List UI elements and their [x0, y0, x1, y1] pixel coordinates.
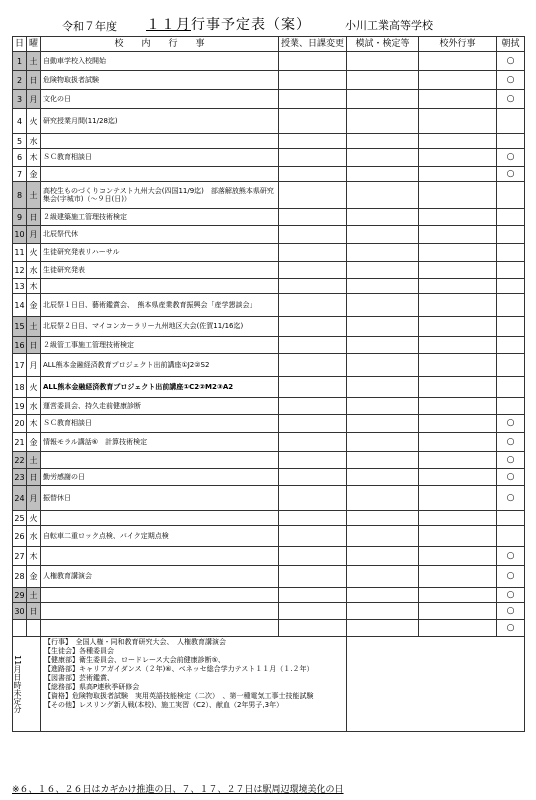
weekday-cell: 木: [27, 547, 41, 566]
tests-cell: [347, 209, 419, 226]
event-cell: [41, 167, 279, 182]
day-cell: 3: [13, 90, 27, 109]
weekday-cell: 金: [27, 433, 41, 452]
weekday-cell: 日: [27, 469, 41, 486]
tests-cell: [347, 337, 419, 354]
tests-cell: [347, 226, 419, 244]
morning-cell: [497, 226, 525, 244]
circle-mark: ○: [506, 93, 515, 104]
day-cell: [13, 620, 27, 637]
circle-mark: ○: [506, 418, 515, 428]
col-events: 校 内 行 事: [41, 37, 279, 52]
tests-cell: [347, 566, 419, 588]
table-row: [13, 566, 525, 588]
class-change-cell: [279, 398, 347, 415]
morning-cell: [497, 433, 525, 452]
event-cell: 生徒研究発表: [41, 262, 279, 279]
class-change-cell: [279, 337, 347, 354]
circle-mark: ○: [506, 471, 515, 482]
tests-cell: [347, 377, 419, 398]
morning-cell: [497, 109, 525, 134]
event-cell: 高校生ものづくりコンテスト九州大会(四国11/9迄) 部落解放熊本県研究集会(宇城市)（～９日(日)）: [41, 182, 279, 209]
external-cell: [419, 317, 497, 337]
table-row: [13, 109, 525, 134]
event-cell: [41, 279, 279, 294]
weekday-cell: 日: [27, 603, 41, 620]
external-cell: [419, 620, 497, 637]
tests-cell: [347, 167, 419, 182]
table-row: [13, 588, 525, 603]
weekday-cell: 日: [27, 71, 41, 90]
morning-cell: [497, 209, 525, 226]
class-change-cell: [279, 149, 347, 167]
page-title: [146, 14, 311, 34]
table-row: [13, 209, 525, 226]
weekday-cell: 金: [27, 294, 41, 317]
table-row: [13, 226, 525, 244]
day-cell: 28: [13, 566, 27, 588]
weekday-cell: 火: [27, 511, 41, 526]
weekday-cell: 木: [27, 415, 41, 433]
external-cell: [419, 109, 497, 134]
day-cell: 15: [13, 317, 27, 337]
external-cell: [419, 452, 497, 469]
event-cell: 自転車二重ロック点検、バイク定期点検: [41, 526, 279, 547]
tests-cell: [347, 547, 419, 566]
weekday-cell: 月: [27, 226, 41, 244]
external-cell: [419, 566, 497, 588]
circle-mark: ○: [506, 454, 515, 465]
title-bar: [0, 14, 536, 38]
event-cell: [41, 511, 279, 526]
schedule-table: [12, 36, 525, 732]
morning-cell: [497, 603, 525, 620]
event-cell: ALL熊本金融経済教育プロジェクト出前講座①C2②M2③A2: [41, 377, 279, 398]
event-cell: 北辰祭代休: [41, 226, 279, 244]
day-cell: 26: [13, 526, 27, 547]
day-cell: 30: [13, 603, 27, 620]
morning-cell: [497, 486, 525, 511]
table-row: [13, 167, 525, 182]
weekday-cell: 水: [27, 398, 41, 415]
class-change-cell: [279, 566, 347, 588]
external-cell: [419, 547, 497, 566]
tests-cell: [347, 486, 419, 511]
day-cell: 21: [13, 433, 27, 452]
external-cell: [419, 469, 497, 486]
day-cell: 8: [13, 182, 27, 209]
note-line: 【図書部】芸術鑑賞、: [44, 674, 114, 682]
tests-cell: [347, 182, 419, 209]
circle-mark: ○: [506, 571, 515, 581]
day-cell: 4: [13, 109, 27, 134]
class-change-cell: [279, 182, 347, 209]
external-cell: [419, 415, 497, 433]
external-cell: [419, 262, 497, 279]
class-change-cell: [279, 377, 347, 398]
class-change-cell: [279, 262, 347, 279]
class-change-cell: [279, 226, 347, 244]
class-change-cell: [279, 603, 347, 620]
table-row: [13, 354, 525, 377]
event-cell: ２級建築施工管理技術検定: [41, 209, 279, 226]
col-tests: 模試・検定等: [347, 37, 419, 52]
school-name: 小川工業高等学校: [345, 19, 433, 32]
external-cell: [419, 354, 497, 377]
class-change-cell: [279, 279, 347, 294]
event-cell: ＳＣ教育相談日: [41, 149, 279, 167]
morning-cell: [497, 547, 525, 566]
class-change-cell: [279, 90, 347, 109]
weekday-cell: 木: [27, 149, 41, 167]
morning-cell: [497, 377, 525, 398]
month-title: １１月: [146, 17, 191, 33]
circle-mark: ○: [506, 436, 515, 447]
tests-cell: [347, 433, 419, 452]
external-cell: [419, 52, 497, 71]
note-line: 【その他】レスリング新人戦(本校)、施工実習（C2）、献血（2年男子,3年）: [44, 701, 284, 709]
event-cell: 運営委員会、持久走前健康診断: [41, 398, 279, 415]
external-cell: [419, 294, 497, 317]
notes-cell: [41, 637, 347, 732]
table-row: [13, 294, 525, 317]
morning-cell: [497, 317, 525, 337]
header-row: [13, 37, 525, 52]
circle-mark: ○: [506, 152, 515, 162]
weekday-cell: 木: [27, 279, 41, 294]
external-cell: [419, 182, 497, 209]
notes-label-cell: [13, 637, 41, 732]
tests-cell: [347, 620, 419, 637]
day-cell: 24: [13, 486, 27, 511]
day-cell: 27: [13, 547, 27, 566]
table-row: [13, 603, 525, 620]
weekday-cell: 日: [27, 337, 41, 354]
class-change-cell: [279, 526, 347, 547]
class-change-cell: [279, 109, 347, 134]
tests-cell: [347, 398, 419, 415]
event-cell: 危険物取扱者試験: [41, 71, 279, 90]
external-cell: [419, 71, 497, 90]
table-row: [13, 279, 525, 294]
table-row: [13, 377, 525, 398]
morning-cell: [497, 526, 525, 547]
event-cell: [41, 547, 279, 566]
tests-cell: [347, 588, 419, 603]
circle-mark: ○: [506, 550, 515, 561]
table-row: [13, 182, 525, 209]
tests-cell: [347, 71, 419, 90]
class-change-cell: [279, 469, 347, 486]
day-cell: 12: [13, 262, 27, 279]
table-row: [13, 415, 525, 433]
morning-cell: [497, 398, 525, 415]
weekday-cell: 月: [27, 486, 41, 511]
circle-mark: ○: [506, 492, 515, 503]
external-cell: [419, 226, 497, 244]
external-cell: [419, 209, 497, 226]
circle-mark: ○: [506, 55, 515, 66]
class-change-cell: [279, 134, 347, 149]
tests-cell: [347, 134, 419, 149]
col-class-change: 授業、日課変更: [279, 37, 347, 52]
external-cell: [419, 433, 497, 452]
circle-mark: ○: [506, 605, 515, 616]
external-cell: [419, 244, 497, 262]
external-cell: [419, 134, 497, 149]
day-cell: 2: [13, 71, 27, 90]
note-line: 【行事】 全国人権・同和教育研究大会、 人権教育講演会: [44, 638, 226, 646]
class-change-cell: [279, 486, 347, 511]
table-row: [13, 620, 525, 637]
circle-mark: ○: [506, 74, 515, 85]
notes-label: 11月日時未定分: [13, 654, 22, 714]
tests-cell: [347, 52, 419, 71]
morning-cell: [497, 294, 525, 317]
class-change-cell: [279, 588, 347, 603]
tests-cell: [347, 511, 419, 526]
col-external: 校外行事: [419, 37, 497, 52]
note-line: 【総務部】県高P連秋季研修会: [44, 683, 140, 691]
tests-cell: [347, 603, 419, 620]
external-cell: [419, 337, 497, 354]
tests-cell: [347, 526, 419, 547]
weekday-cell: 火: [27, 109, 41, 134]
morning-cell: [497, 182, 525, 209]
weekday-cell: 土: [27, 588, 41, 603]
weekday-cell: 日: [27, 209, 41, 226]
table-row: [13, 511, 525, 526]
morning-cell: [497, 469, 525, 486]
class-change-cell: [279, 317, 347, 337]
day-cell: 10: [13, 226, 27, 244]
day-cell: 6: [13, 149, 27, 167]
weekday-cell: 月: [27, 90, 41, 109]
external-cell: [419, 526, 497, 547]
tests-cell: [347, 279, 419, 294]
tests-cell: [347, 262, 419, 279]
circle-mark: ○: [506, 168, 515, 179]
weekday-cell: 火: [27, 244, 41, 262]
table-row: [13, 337, 525, 354]
event-cell: 研究授業月間(11/28迄): [41, 109, 279, 134]
event-cell: [41, 603, 279, 620]
weekday-cell: 土: [27, 317, 41, 337]
class-change-cell: [279, 294, 347, 317]
table-row: [13, 486, 525, 511]
event-cell: 北辰祭２日目、マイコンカーラリー九州地区大会(佐賀11/16迄): [41, 317, 279, 337]
morning-cell: [497, 588, 525, 603]
day-cell: 14: [13, 294, 27, 317]
event-cell: 情報モラル講話⑥ 計算技術検定: [41, 433, 279, 452]
weekday-cell: 水: [27, 134, 41, 149]
note-line: 【健康部】衛生委員会、ロードレース大会前健康診断⑤、: [44, 656, 225, 664]
tests-cell: [347, 354, 419, 377]
table-row: [13, 526, 525, 547]
table-row: [13, 90, 525, 109]
event-cell: 勤労感謝の日: [41, 469, 279, 486]
external-cell: [419, 398, 497, 415]
table-row: [13, 149, 525, 167]
external-cell: [419, 588, 497, 603]
table-row: [13, 547, 525, 566]
note-line: 【生徒会】各種委員会: [44, 647, 114, 655]
class-change-cell: [279, 244, 347, 262]
circle-mark: ○: [506, 589, 515, 600]
event-cell: 生徒研究発表リハーサル: [41, 244, 279, 262]
class-change-cell: [279, 209, 347, 226]
morning-cell: [497, 71, 525, 90]
day-cell: 1: [13, 52, 27, 71]
morning-cell: [497, 52, 525, 71]
note-line: 【進路部】キャリアガイダンス（２年)⑥、ベネッセ総合学力テスト１１月（１.２年）: [44, 665, 314, 673]
tests-cell: [347, 244, 419, 262]
morning-cell: [497, 90, 525, 109]
class-change-cell: [279, 452, 347, 469]
class-change-cell: [279, 511, 347, 526]
tests-cell: [347, 294, 419, 317]
weekday-cell: 土: [27, 52, 41, 71]
day-cell: 11: [13, 244, 27, 262]
day-cell: 18: [13, 377, 27, 398]
morning-cell: [497, 354, 525, 377]
class-change-cell: [279, 52, 347, 71]
morning-cell: [497, 149, 525, 167]
morning-cell: [497, 134, 525, 149]
event-cell: [41, 620, 279, 637]
morning-cell: [497, 511, 525, 526]
day-cell: 9: [13, 209, 27, 226]
event-cell: ２級管工事施工管理技術検定: [41, 337, 279, 354]
notes-empty: [347, 637, 525, 732]
class-change-cell: [279, 433, 347, 452]
weekday-cell: 水: [27, 526, 41, 547]
day-cell: 23: [13, 469, 27, 486]
title-suffix: 行事予定表（案）: [191, 17, 311, 33]
weekday-cell: 土: [27, 182, 41, 209]
table-row: [13, 52, 525, 71]
external-cell: [419, 149, 497, 167]
event-cell: 人権教育講演会: [41, 566, 279, 588]
class-change-cell: [279, 167, 347, 182]
day-cell: 5: [13, 134, 27, 149]
morning-cell: [497, 337, 525, 354]
weekday-cell: 土: [27, 452, 41, 469]
table-row: [13, 244, 525, 262]
morning-cell: [497, 452, 525, 469]
notes-list: [44, 638, 343, 710]
day-cell: 25: [13, 511, 27, 526]
note-line: 【資格】危険物取扱者試験 実用英語技能検定（二次） 、第一種電気工事士技能試験: [44, 692, 314, 700]
weekday-cell: [27, 620, 41, 637]
event-cell: [41, 452, 279, 469]
tests-cell: [347, 317, 419, 337]
day-cell: 20: [13, 415, 27, 433]
day-cell: 17: [13, 354, 27, 377]
morning-cell: [497, 415, 525, 433]
class-change-cell: [279, 620, 347, 637]
col-morning: 朝拭: [497, 37, 525, 52]
class-change-cell: [279, 415, 347, 433]
weekday-cell: 火: [27, 377, 41, 398]
external-cell: [419, 511, 497, 526]
fiscal-year: 令和７年度: [62, 20, 117, 33]
weekday-cell: 月: [27, 354, 41, 377]
table-row: [13, 71, 525, 90]
morning-cell: [497, 620, 525, 637]
class-change-cell: [279, 354, 347, 377]
external-cell: [419, 486, 497, 511]
tests-cell: [347, 90, 419, 109]
table-row: [13, 433, 525, 452]
morning-cell: [497, 167, 525, 182]
day-cell: 16: [13, 337, 27, 354]
circle-mark: ○: [506, 622, 515, 633]
event-cell: [41, 588, 279, 603]
day-cell: 29: [13, 588, 27, 603]
morning-cell: [497, 279, 525, 294]
morning-cell: [497, 262, 525, 279]
event-cell: 文化の日: [41, 90, 279, 109]
weekday-cell: 水: [27, 262, 41, 279]
tests-cell: [347, 469, 419, 486]
table-row: [13, 452, 525, 469]
weekday-cell: 金: [27, 566, 41, 588]
tests-cell: [347, 109, 419, 134]
col-weekday: 曜: [27, 37, 41, 52]
external-cell: [419, 167, 497, 182]
morning-cell: [497, 244, 525, 262]
event-cell: ALL熊本金融経済教育プロジェクト出前講座①J2②S2: [41, 354, 279, 377]
notes-row: [13, 637, 525, 732]
event-cell: [41, 134, 279, 149]
external-cell: [419, 377, 497, 398]
table-row: [13, 262, 525, 279]
tests-cell: [347, 452, 419, 469]
table-row: [13, 134, 525, 149]
day-cell: 22: [13, 452, 27, 469]
tests-cell: [347, 149, 419, 167]
footer-note: ※６、１６、２６日はカギかけ推進の日、７、１７、２７日は駅周辺環境美化の日: [12, 785, 344, 795]
day-cell: 19: [13, 398, 27, 415]
class-change-cell: [279, 547, 347, 566]
external-cell: [419, 90, 497, 109]
weekday-cell: 金: [27, 167, 41, 182]
table-row: [13, 317, 525, 337]
day-cell: 7: [13, 167, 27, 182]
external-cell: [419, 279, 497, 294]
event-cell: ＳＣ教育相談日: [41, 415, 279, 433]
tests-cell: [347, 415, 419, 433]
external-cell: [419, 603, 497, 620]
table-row: [13, 469, 525, 486]
morning-cell: [497, 566, 525, 588]
table-row: [13, 398, 525, 415]
day-cell: 13: [13, 279, 27, 294]
class-change-cell: [279, 71, 347, 90]
event-cell: 振替休日: [41, 486, 279, 511]
event-cell: 自動車学校入校開始: [41, 52, 279, 71]
event-cell: 北辰祭１日目、藝術鑑賞会、 熊本県産業教育振興会「産学懇談会」: [41, 294, 279, 317]
col-day: 日: [13, 37, 27, 52]
